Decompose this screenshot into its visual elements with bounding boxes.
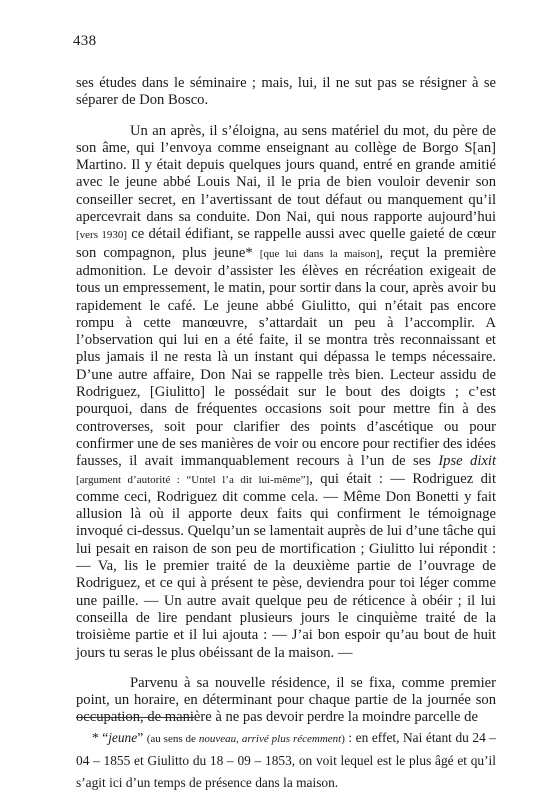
paragraph-2-part-2: ce détail édifiant, se rappelle aussi avec quelle gaieté de cœur son compagnon, plus jeune*: [76, 226, 496, 261]
paragraph-2-part-1: Un an après, il s’éloigna, au sens matériel du mot, du père de son âme, qui l’envoya comme enseignant au collège de Borgo S[an] Martino. Il y était depuis quelques jours quand, entré en grande amitié avec le jeune abbé Louis Nai, il le pria de bien vouloir devenir son conseiller secret, en l’avertissant de tout défaut ou manquement qu’il apercevrait dans sa conduite. Don Nai, qui nous rapporte aujourd’hui: [76, 122, 496, 226]
editorial-note-maison: [que lui dans la maison]: [259, 247, 380, 260]
footnote-gloss-close: ): [341, 733, 345, 745]
footnote: [76, 727, 496, 794]
body-text: [76, 75, 496, 740]
footnote-separator: [76, 717, 194, 718]
paragraph-3: Parvenu à sa nouvelle résidence, il se fixa, comme premier point, un horaire, en déterminant pour chaque partie de la journée son occupation, de manière à ne pas devoir perdre la moindre parcelle de: [76, 674, 496, 726]
paragraph-2-part-3: , reçut la première admonition. Le devoir d’assister les élèves en récréation exigeait de tous un empressement, le matin, pour sortir dans la cour, après avoir bu rapidement le café. Le jeune abbé Giulitto, qui n’était pas encore rompu à cette manœuvre, s’attardait un peu à l’accomplir. A l’observation qui lui en a été faite, il se montra très reconnaissant et plus jamais il ne resta là un instant qui dépassa le temps nécessaire. D’une autre affaire, Don Nai se rappelle très bien. Lecteur assidu de Rodriguez, [Giulitto] le possédait sur le bout des doigts ; c’est pourquoi, dans de fréquentes occasions soit pour mettre fin à des controverses, soit pour clarifier des points d’ascétique ou pour confirmer une de ses manières de voir ou encore pour rectifier des idées fausses, il avait immanquablement recours à l’un de ses: [76, 244, 496, 470]
footnote-marker: * “: [92, 730, 109, 745]
footnote-gloss-open: (au sens de: [146, 733, 199, 745]
footnote-close-quote: ”: [137, 730, 144, 745]
ipse-dixit-term: Ipse dixit: [438, 453, 496, 470]
editorial-note-date: [vers 1930]: [76, 229, 128, 242]
paragraph-1: ses études dans le séminaire ; mais, lui, il ne sut pas se résigner à se séparer de Don Bosco.: [76, 75, 496, 109]
footnote-term: jeune: [108, 730, 138, 745]
page-number: 438: [73, 33, 97, 49]
footnote-text: : en effet, Nai étant du 24 – 04 – 1855 et Giulitto du 18 – 09 – 1853, on voit lequel est le plus âgé et qu’il s’agit ici d’un temps de présence dans la maison.: [76, 730, 496, 790]
editorial-note-ipse-dixit: [argument d’autorité : “Untel l’a dit lui-même”]: [76, 473, 310, 486]
paragraph-2-part-4: , qui était : — Rodriguez dit comme ceci, Rodriguez dit comme cela. — Même Don Bonetti y fait allusion là où il apporte deux faits qui confirment le témoignage invoqué ci-dessus. Quelqu’un se lamentait auprès de lui d’une tâche qui lui pesait en raison de son peu de mortification ; Giulitto lui répondit : — Va, lis le premier traité de la deuxième partie de l’ouvrage de Rodriguez, et ce qui à présent te pèse, deviendra pour toi léger comme une paille. — Un autre avait quelque peu de réticence à obéir ; il lui conseilla de lire pendant plusieurs jours le cinquième traité de la troisième partie et il lui ajouta : — J’ai bon espoir qu’au bout de huit jours tu seras le plus obéissant de la maison. —: [76, 470, 496, 661]
footnote-gloss: [147, 733, 345, 745]
paragraph-2: [76, 123, 496, 662]
footnote-gloss-italic: nouveau, arrivé plus récemment: [198, 733, 342, 745]
